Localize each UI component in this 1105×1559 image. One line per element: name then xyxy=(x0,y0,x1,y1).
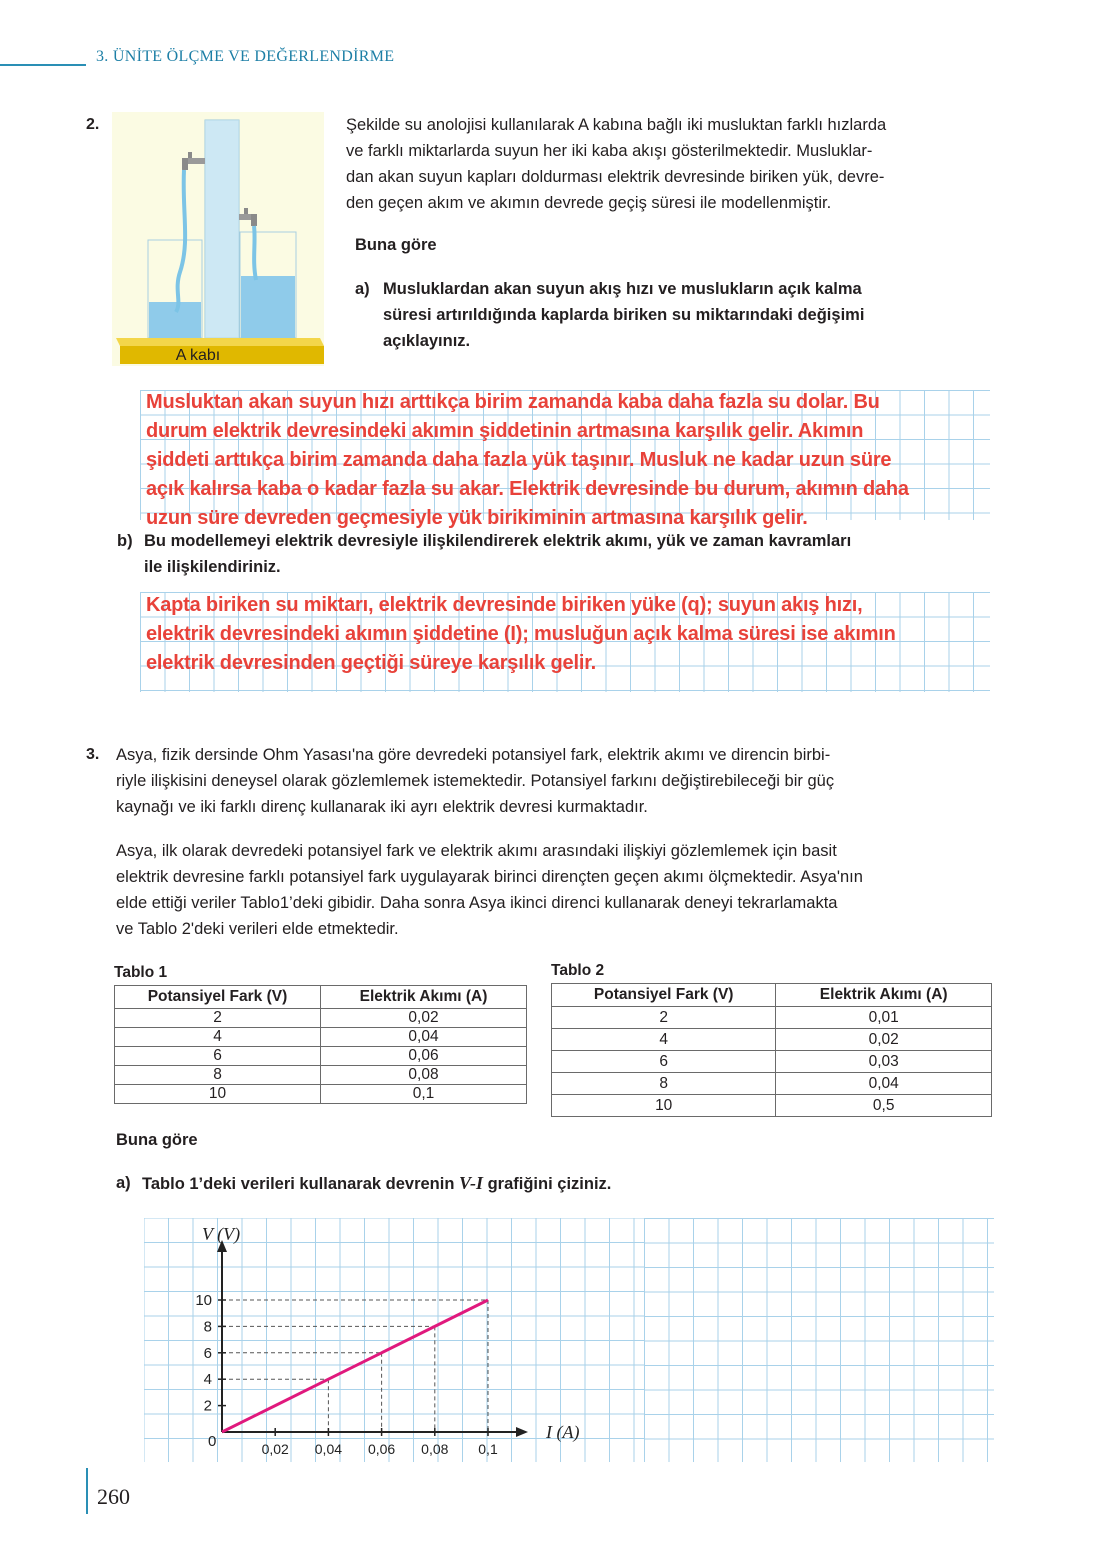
right-water xyxy=(241,276,295,338)
vi-graph xyxy=(144,1218,644,1462)
answer-b-line: elektrik devresinden geçtiği süreye karşılık gelir. xyxy=(146,652,597,674)
page-number: 260 xyxy=(97,1484,130,1509)
table-cell: 10 xyxy=(552,1095,776,1117)
table-header-row xyxy=(552,984,992,1007)
answer-b-line: Kapta biriken su miktarı, elektrik devresinde biriken yüke (q); suyun akış hızı, xyxy=(146,594,863,616)
x-tick-label: 0,06 xyxy=(367,1441,396,1457)
table2 xyxy=(551,983,992,1117)
q3-a-label: a) xyxy=(116,1174,131,1192)
q3-a-text: grafiğini çiziniz. xyxy=(483,1175,612,1193)
table-row xyxy=(115,1047,527,1066)
left-water xyxy=(149,302,201,338)
q3-paragraph-2 xyxy=(116,838,1006,942)
figure-label: A kabı xyxy=(175,347,221,364)
table-header: Potansiyel Fark (V) xyxy=(552,984,776,1007)
q3-p1-line: kaynağı ve iki farklı direnç kullanarak iki ayrı elektrik devresi kurmaktadır. xyxy=(116,798,648,816)
y-axis-label: V (V) xyxy=(202,1224,241,1244)
drawing-grid xyxy=(644,1218,994,1462)
base-top xyxy=(116,338,324,346)
x-tick-label: 0,1 xyxy=(478,1441,498,1457)
table-cell: 0,04 xyxy=(776,1073,992,1095)
q2-b-question xyxy=(144,528,1004,580)
q2-a-label: a) xyxy=(355,280,370,298)
table-cell: 0,5 xyxy=(776,1095,992,1117)
q2-b-line: ile ilişkilendiriniz. xyxy=(144,558,281,576)
base-front xyxy=(120,346,324,364)
q2-intro-line: dan akan suyun kapları doldurması elektrik devresinde biriken yük, devre- xyxy=(346,168,885,186)
table-cell: 4 xyxy=(552,1029,776,1051)
water-analogy-figure xyxy=(112,112,324,366)
answer-b xyxy=(146,591,1046,678)
table-cell: 0,03 xyxy=(776,1051,992,1073)
y-tick-label: 10 xyxy=(195,1292,212,1309)
table-cell: 2 xyxy=(115,1009,321,1028)
q2-a-question xyxy=(383,276,995,354)
table-cell: 10 xyxy=(115,1085,321,1104)
table-cell: 6 xyxy=(115,1047,321,1066)
table-cell: 2 xyxy=(552,1007,776,1029)
question-number-3: 3. xyxy=(86,746,100,763)
q2-intro xyxy=(346,112,996,216)
table-cell: 0,06 xyxy=(321,1047,527,1066)
x-tick-label: 0,02 xyxy=(261,1441,289,1457)
q3-p2-line: elde ettiği veriler Tablo1’deki gibidir. Daha sonra Asya ikinci direnci kullanarak deneyi tekrarlamakta xyxy=(116,894,838,912)
q2-b-label: b) xyxy=(117,532,133,550)
origin-label: 0 xyxy=(208,1433,217,1450)
q3-p2-line: elektrik devresine farklı potansiyel fark uygulayarak birinci dirençten geçen akımı ölçmektedir. Asya'nın xyxy=(116,868,863,886)
answer-a-line: durum elektrik devresindeki akımın şiddetinin artmasına karşılık gelir. Akımın xyxy=(146,420,864,442)
table-cell: 6 xyxy=(552,1051,776,1073)
q2-intro-line: den geçen akım ve akımın devrede geçiş süresi ile modellenmiştir. xyxy=(346,194,832,212)
unit-header: 3. ÜNİTE ÖLÇME VE DEĞERLENDİRME xyxy=(96,48,395,65)
water-stream-2 xyxy=(254,226,256,280)
table-cell: 0,02 xyxy=(321,1009,527,1028)
table-cell: 0,08 xyxy=(321,1066,527,1085)
table1 xyxy=(114,985,527,1104)
table-header: Potansiyel Fark (V) xyxy=(115,986,321,1009)
table-header: Elektrik Akımı (A) xyxy=(776,984,992,1007)
q3-a-italic: V-I xyxy=(459,1173,484,1193)
table-row xyxy=(552,1051,992,1073)
answer-b-line: elektrik devresindeki akımın şiddetine (I); musluğun açık kalma süresi ise akımın xyxy=(146,623,896,645)
q3-prompt: Buna göre xyxy=(116,1131,198,1149)
q2-a-line: süresi artırıldığında kaplarda biriken su miktarındaki değişimi xyxy=(383,306,865,324)
q3-p2-line: Asya, ilk olarak devredeki potansiyel fark ve elektrik akımı arasındaki ilişkiyi gözlemlemek için basit xyxy=(116,842,837,860)
x-tick-label: 0,04 xyxy=(314,1441,343,1457)
q2-a-line: Musluklardan akan suyun akış hızı ve muslukların açık kalma xyxy=(383,280,862,298)
table-cell: 4 xyxy=(115,1028,321,1047)
answer-a-line: Musluktan akan suyun hızı arttıkça birim zamanda kaba daha fazla su dolar. Bu xyxy=(146,391,880,413)
y-tick-label: 2 xyxy=(203,1397,212,1415)
page-number-rule xyxy=(86,1468,88,1514)
table-cell: 0,02 xyxy=(776,1029,992,1051)
table-header: Elektrik Akımı (A) xyxy=(321,986,527,1009)
q3-p2-line: ve Tablo 2'deki verileri elde etmektedir. xyxy=(116,920,399,938)
table-row xyxy=(552,1095,992,1117)
x-tick-label: 0,08 xyxy=(421,1441,449,1457)
q2-a-line: açıklayınız. xyxy=(383,332,471,350)
answer-a-line: uzun süre devreden geçmesiyle yük birikiminin artmasına karşılık gelir. xyxy=(146,507,808,529)
q3-p1-line: riyle ilişkisini deneysel olarak gözlemlemek istemektedir. Potansiyel farkını değiştirebileceği bir güç xyxy=(116,772,835,790)
y-tick-label: 6 xyxy=(203,1344,212,1362)
question-number-2: 2. xyxy=(86,116,100,133)
table-cell: 0,01 xyxy=(776,1007,992,1029)
header-rule xyxy=(0,64,86,66)
table-cell: 8 xyxy=(115,1066,321,1085)
q2-prompt: Buna göre xyxy=(355,236,437,254)
answer-a-line: şiddeti arttıkça birim zamanda daha fazla yük taşınır. Musluk ne kadar uzun süre xyxy=(146,449,892,471)
answer-a-line: açık kalırsa kaba o kadar fazla su akar. Elektrik devresinde bu durum, akımın daha xyxy=(146,478,909,500)
q3-a-question xyxy=(142,1170,611,1197)
q3-p1-line: Asya, fizik dersinde Ohm Yasası'na göre devredeki potansiyel fark, elektrik akımı ve direncin birbi- xyxy=(116,746,831,764)
q2-intro-line: Şekilde su anolojisi kullanılarak A kabına bağlı iki musluktan farklı hızlarda xyxy=(346,116,887,134)
table-row xyxy=(552,1007,992,1029)
table-row xyxy=(115,1009,527,1028)
table-row xyxy=(552,1029,992,1051)
q2-intro-line: ve farklı miktarlarda suyun her iki kaba akışı gösterilmektedir. Musluklar- xyxy=(346,142,873,160)
table-row xyxy=(552,1073,992,1095)
y-tick-label: 4 xyxy=(203,1371,212,1389)
answer-a xyxy=(146,388,1046,533)
table2-caption: Tablo 2 xyxy=(551,962,605,979)
table-cell: 0,1 xyxy=(321,1085,527,1104)
q3-a-text: Tablo 1’deki verileri kullanarak devrenin xyxy=(142,1175,459,1193)
q2-b-line: Bu modellemeyi elektrik devresiyle ilişkilendirerek elektrik akımı, yük ve zaman kavramları xyxy=(144,532,852,550)
table-row xyxy=(115,1085,527,1104)
table-cell: 8 xyxy=(552,1073,776,1095)
table-header-row xyxy=(115,986,527,1009)
q3-paragraph-1 xyxy=(116,742,1006,820)
table-cell: 0,04 xyxy=(321,1028,527,1047)
x-axis-label: I (A) xyxy=(546,1422,580,1442)
table1-caption: Tablo 1 xyxy=(114,964,168,981)
y-tick-label: 8 xyxy=(203,1318,212,1336)
table-row xyxy=(115,1028,527,1047)
table-row xyxy=(115,1066,527,1085)
